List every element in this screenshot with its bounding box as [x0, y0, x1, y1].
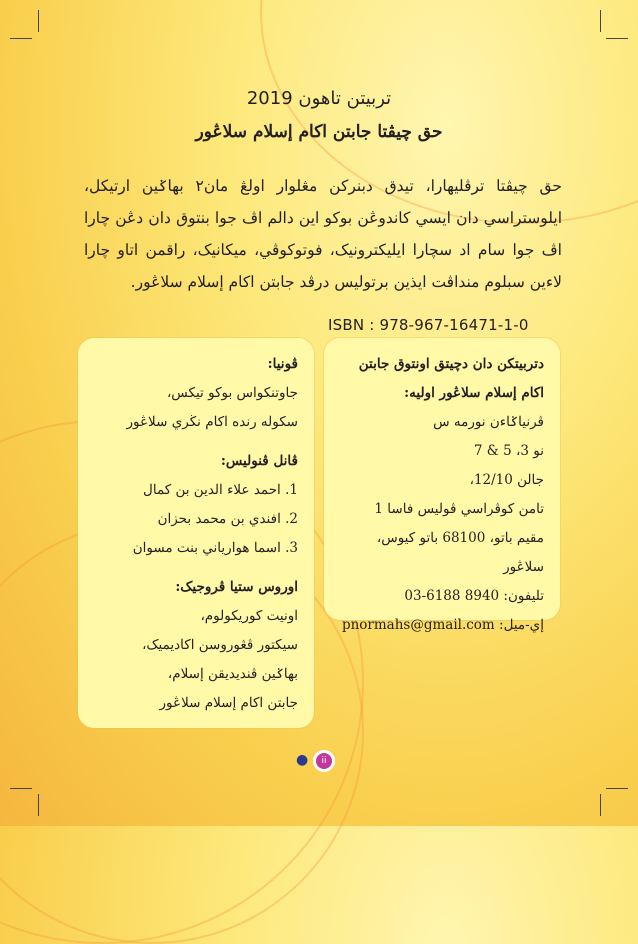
- edition-line: تربيتن تاهون 2019: [246, 88, 392, 109]
- copyright-paragraph: حق چيڤتا ترڤليهارا، تيدق دبنرکن مڠلوار اولڠ مان٢ بهاݢين ارتيکل، ايلوستراسي دان ايسي کاندوڠن بوکو اين دالم اڤ جوا بنتوق دان دڠن چارا اڤ جوا سام اد سچارا ايليکترونيک، فوتوکوڤي، ميکانيک، راقمن اتاو چارا لاءين سبلوم منداڤت ايذين برتوليس درڤد جابتن اکام إسلام سلاڠور.: [84, 177, 562, 291]
- crop-mark: [600, 794, 601, 816]
- crop-mark: [10, 788, 32, 789]
- publisher-box: [324, 338, 560, 633]
- crop-mark: [606, 38, 628, 39]
- project-heading: اوروس ستيا ڤروجيک:: [175, 579, 298, 595]
- unit-item: اونيت کوريکولوم،: [200, 608, 298, 624]
- isbn: ISBN : 978-967-16471-1-0: [328, 316, 529, 334]
- owner-line: جاوتنکواس بوکو تيکس،: [166, 385, 298, 401]
- unit-item: جابتن اکام إسلام سلاڠور: [159, 695, 298, 711]
- address-line: جالن 12/10،: [469, 472, 544, 488]
- address-line: مقيم باتو، 68100 باتو کيوس،: [376, 530, 544, 546]
- address-line: نو 3، 5 & 7: [473, 443, 544, 459]
- mascot-icon: ●: [296, 752, 309, 768]
- crop-mark: [38, 794, 39, 816]
- writer-item: 2. افندي بن محمد بحزان: [157, 511, 298, 527]
- page-number-badge: ii: [313, 750, 335, 772]
- writer-item: 1. احمد علاء الدين بن کمال: [143, 482, 298, 498]
- crop-mark: [38, 10, 39, 32]
- crop-mark: [606, 788, 628, 789]
- address-line: تامن کوڤراسي ڤوليس فاسا 1: [374, 501, 544, 517]
- crop-mark: [10, 38, 32, 39]
- panel-heading: ڤانل ڤنوليس:: [220, 453, 298, 469]
- owner-line: سکوله رنده اکام نڬري سلاڠور: [126, 414, 298, 430]
- email-line: إي-ميل: pnormahs@gmail.com: [341, 617, 544, 633]
- publisher-heading-2: اکام إسلام سلاڠور اوليه:: [404, 385, 544, 401]
- address-line: سلاڠور: [503, 559, 544, 575]
- unit-item: سيکتور ڤڠوروسن اکاديميک،: [142, 637, 298, 653]
- phone-line: تليفون: 8940 6188-03: [404, 588, 544, 604]
- publisher-heading: دتربيتکن دان دچيتق اونتوق جابتن: [358, 356, 544, 372]
- unit-item: بهاݢين ڤنديديقن إسلام،: [167, 666, 298, 682]
- crop-mark: [600, 10, 601, 32]
- owner-heading: ڤونيا:: [267, 356, 298, 372]
- credits-box: [78, 338, 314, 728]
- writer-item: 3. اسما هوارياني بنت مسوان: [132, 540, 298, 556]
- copyright-holder: حق چيڤتا جابتن اکام إسلام سلاڠور: [195, 122, 443, 142]
- printer-name: ڤرنياݢاءن نورمه س: [433, 414, 544, 430]
